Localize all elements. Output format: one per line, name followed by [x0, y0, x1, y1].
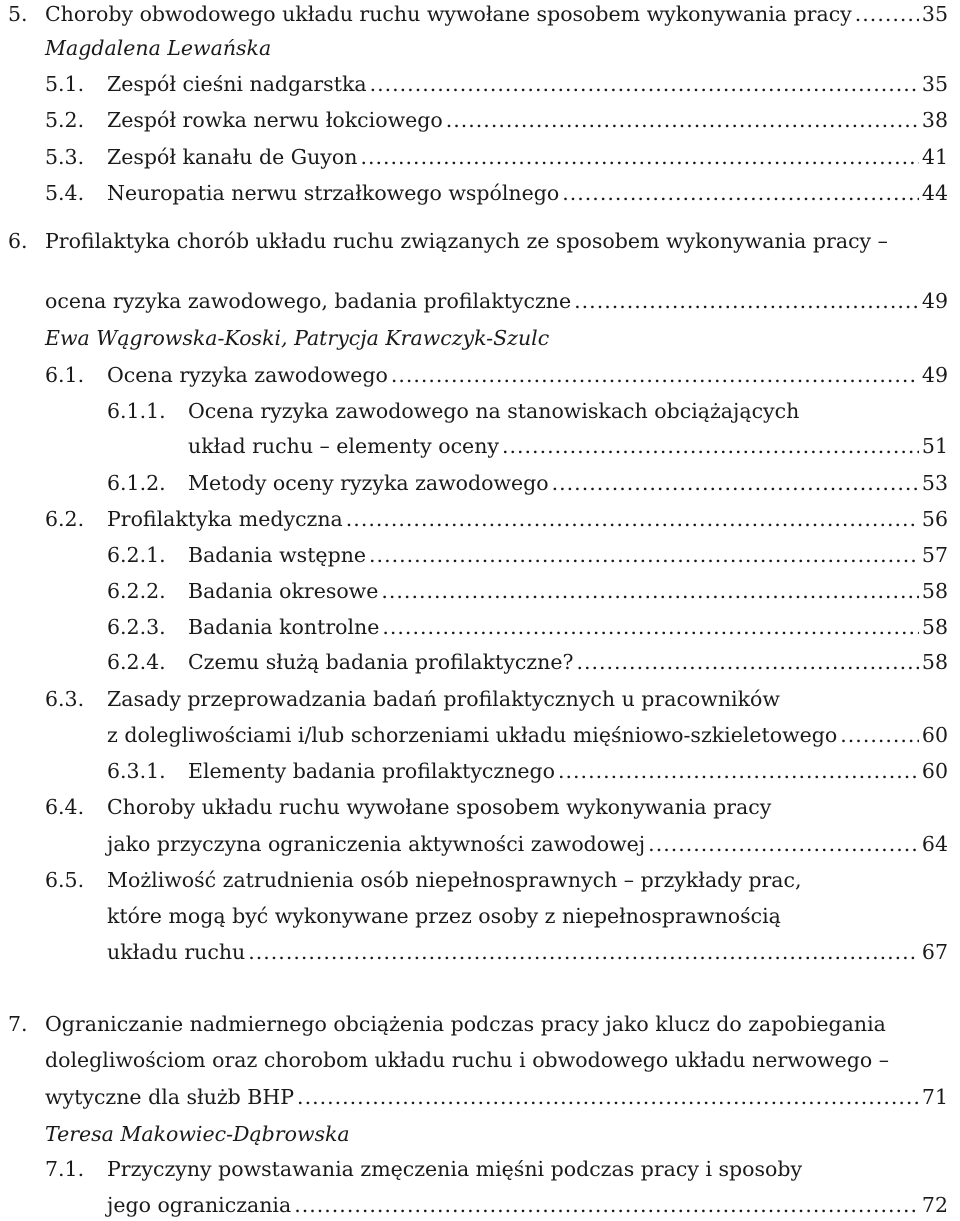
entry-title: Ocena ryzyka zawodowego — [107, 363, 388, 387]
entry-page-number: 56 — [921, 507, 948, 531]
entry-title: Badania okresowe — [188, 579, 379, 603]
toc-entry-chapter-6-cont[interactable] — [45, 287, 948, 315]
entry-title: Zasady przeprowadzania badań profilaktycznych u pracowników — [107, 687, 780, 711]
author-name: Teresa Makowiec-Dąbrowska — [45, 1122, 350, 1146]
entry-page-number: 71 — [921, 1085, 948, 1109]
toc-entry-6-4-cont[interactable] — [107, 830, 948, 858]
entry-page-number: 60 — [921, 759, 948, 783]
toc-entry-6-3-cont[interactable] — [107, 721, 948, 749]
entry-title: Profilaktyka medyczna — [107, 507, 343, 531]
dot-leader — [360, 143, 918, 171]
dot-leader — [446, 106, 919, 134]
entry-number: 6.1.1. — [107, 399, 166, 423]
entry-title: Metody oceny ryzyka zawodowego — [188, 471, 549, 495]
entry-page-number: 58 — [921, 615, 948, 639]
toc-entry-6-5-cont-1[interactable] — [107, 902, 948, 930]
entry-page-number: 49 — [921, 363, 948, 387]
entry-page-number: 44 — [921, 181, 948, 205]
entry-number: 5.4. — [45, 181, 85, 205]
toc-entry-6-3-1[interactable] — [107, 757, 948, 785]
entry-title: z dolegliwościami i/lub schorzeniami układu mięśniowo-szkieletowego — [107, 723, 838, 747]
dot-leader — [574, 287, 919, 315]
dot-leader — [369, 541, 919, 569]
entry-title: dolegliwościom oraz chorobom układu ruchu i obwodowego układu nerwowego – — [45, 1048, 889, 1072]
dot-leader — [502, 432, 919, 460]
entry-title: układ ruchu – elementy oceny — [188, 434, 499, 458]
entry-page-number: 72 — [921, 1193, 948, 1217]
author-name: Magdalena Lewańska — [45, 36, 272, 60]
entry-title: układu ruchu — [107, 940, 246, 964]
toc-entry-6-2-3[interactable] — [107, 613, 948, 641]
entry-title: Czemu służą badania profilaktyczne? — [188, 650, 574, 674]
toc-entry-chapter-6[interactable] — [8, 227, 948, 255]
toc-entry-5-1[interactable] — [45, 70, 948, 98]
toc-entry-7-1-cont[interactable] — [107, 1191, 948, 1219]
toc-entry-5-4[interactable] — [45, 179, 948, 207]
dot-leader — [297, 1083, 919, 1111]
author-name: Ewa Wągrowska-Koski, Patrycja Krawczyk-Szulc — [45, 326, 550, 350]
toc-entry-6-1-1-cont[interactable] — [188, 432, 948, 460]
entry-title: jako przyczyna ograniczenia aktywności zawodowej — [107, 832, 646, 856]
entry-number: 6.5. — [45, 868, 85, 892]
entry-number: 6.4. — [45, 795, 85, 819]
dot-leader — [840, 721, 919, 749]
entry-title: Zespół kanału de Guyon — [107, 145, 358, 169]
entry-title: Ocena ryzyka zawodowego na stanowiskach obciążających — [188, 399, 800, 423]
dot-leader — [558, 757, 919, 785]
entry-title: Zespół cieśni nadgarstka — [107, 72, 367, 96]
entry-number: 6.2.4. — [107, 650, 166, 674]
toc-entry-5-3[interactable] — [45, 143, 948, 171]
dot-leader — [562, 179, 919, 207]
toc-entry-6-5-cont-2[interactable] — [107, 938, 948, 966]
toc-entry-6-2-4[interactable] — [107, 648, 948, 676]
entry-page-number: 35 — [921, 2, 948, 26]
entry-number: 6. — [8, 229, 28, 253]
entry-number: 7.1. — [45, 1157, 85, 1181]
toc-entry-6-2-2[interactable] — [107, 577, 948, 605]
entry-number: 5. — [8, 2, 28, 26]
entry-title: Choroby obwodowego układu ruchu wywołane sposobem wykonywania pracy — [45, 2, 852, 26]
dot-leader — [248, 938, 919, 966]
entry-number: 7. — [8, 1012, 28, 1036]
entry-title: Badania kontrolne — [188, 615, 380, 639]
entry-number: 5.1. — [45, 72, 85, 96]
entry-title: Choroby układu ruchu wywołane sposobem wykonywania pracy — [107, 795, 772, 819]
entry-title: Przyczyny powstawania zmęczenia mięśni podczas pracy i sposoby — [107, 1157, 803, 1181]
toc-entry-6-1[interactable] — [45, 361, 948, 389]
toc-entry-chapter-7-cont-1[interactable] — [45, 1046, 948, 1074]
toc-entry-6-1-2[interactable] — [107, 469, 948, 497]
entry-number: 5.3. — [45, 145, 85, 169]
chapter-7-author — [45, 1120, 350, 1148]
entry-number: 6.3. — [45, 687, 85, 711]
chapter-6-authors — [45, 324, 549, 352]
entry-page-number: 67 — [921, 940, 948, 964]
entry-title: Elementy badania profilaktycznego — [188, 759, 555, 783]
dot-leader — [552, 469, 919, 497]
entry-number: 6.2.2. — [107, 579, 166, 603]
toc-entry-chapter-7[interactable] — [8, 1010, 948, 1038]
dot-leader — [370, 70, 919, 98]
entry-page-number: 64 — [921, 832, 948, 856]
entry-title: Zespół rowka nerwu łokciowego — [107, 108, 443, 132]
entry-title: Ograniczanie nadmiernego obciążenia podczas pracy jako klucz do zapobiegania — [45, 1012, 886, 1036]
entry-page-number: 53 — [921, 471, 948, 495]
entry-page-number: 49 — [921, 289, 948, 313]
dot-leader — [576, 648, 918, 676]
toc-entry-6-5[interactable] — [45, 866, 948, 894]
dot-leader — [855, 0, 919, 28]
toc-entry-6-2[interactable] — [45, 505, 948, 533]
entry-title: które mogą być wykonywane przez osoby z niepełnosprawnością — [107, 904, 781, 928]
dot-leader — [346, 505, 919, 533]
dot-leader — [391, 361, 919, 389]
entry-number: 6.2.1. — [107, 543, 166, 567]
toc-entry-6-3[interactable] — [45, 685, 948, 713]
entry-number: 6.1.2. — [107, 471, 166, 495]
entry-title: wytyczne dla służb BHP — [45, 1085, 295, 1109]
entry-number: 6.3.1. — [107, 759, 166, 783]
dot-leader — [648, 830, 919, 858]
entry-page-number: 51 — [921, 434, 948, 458]
dot-leader — [382, 613, 919, 641]
toc-entry-6-4[interactable] — [45, 793, 948, 821]
toc-entry-chapter-7-cont-2[interactable] — [45, 1083, 948, 1111]
entry-title: Profilaktyka chorób układu ruchu związanych ze sposobem wykonywania pracy – — [45, 229, 888, 253]
entry-page-number: 60 — [921, 723, 948, 747]
entry-page-number: 38 — [921, 108, 948, 132]
entry-number: 6.2.3. — [107, 615, 166, 639]
entry-title: jego ograniczania — [107, 1193, 292, 1217]
toc-entry-6-1-1[interactable] — [107, 397, 948, 425]
entry-page-number: 58 — [921, 650, 948, 674]
entry-title: Możliwość zatrudnienia osób niepełnosprawnych – przykłady prac, — [107, 868, 802, 892]
entry-number: 6.2. — [45, 507, 85, 531]
toc-entry-5-2[interactable] — [45, 106, 948, 134]
toc-entry-6-2-1[interactable] — [107, 541, 948, 569]
chapter-5-author — [45, 34, 271, 62]
entry-page-number: 57 — [921, 543, 948, 567]
entry-page-number: 35 — [921, 72, 948, 96]
entry-title: Badania wstępne — [188, 543, 367, 567]
toc-entry-chapter-5[interactable] — [8, 0, 948, 28]
entry-page-number: 58 — [921, 579, 948, 603]
entry-number: 6.1. — [45, 363, 85, 387]
toc-entry-7-1[interactable] — [45, 1155, 948, 1183]
entry-page-number: 41 — [921, 145, 948, 169]
dot-leader — [381, 577, 919, 605]
dot-leader — [294, 1191, 919, 1219]
entry-number: 5.2. — [45, 108, 85, 132]
entry-title: Neuropatia nerwu strzałkowego wspólnego — [107, 181, 560, 205]
entry-title: ocena ryzyka zawodowego, badania profilaktyczne — [45, 289, 572, 313]
